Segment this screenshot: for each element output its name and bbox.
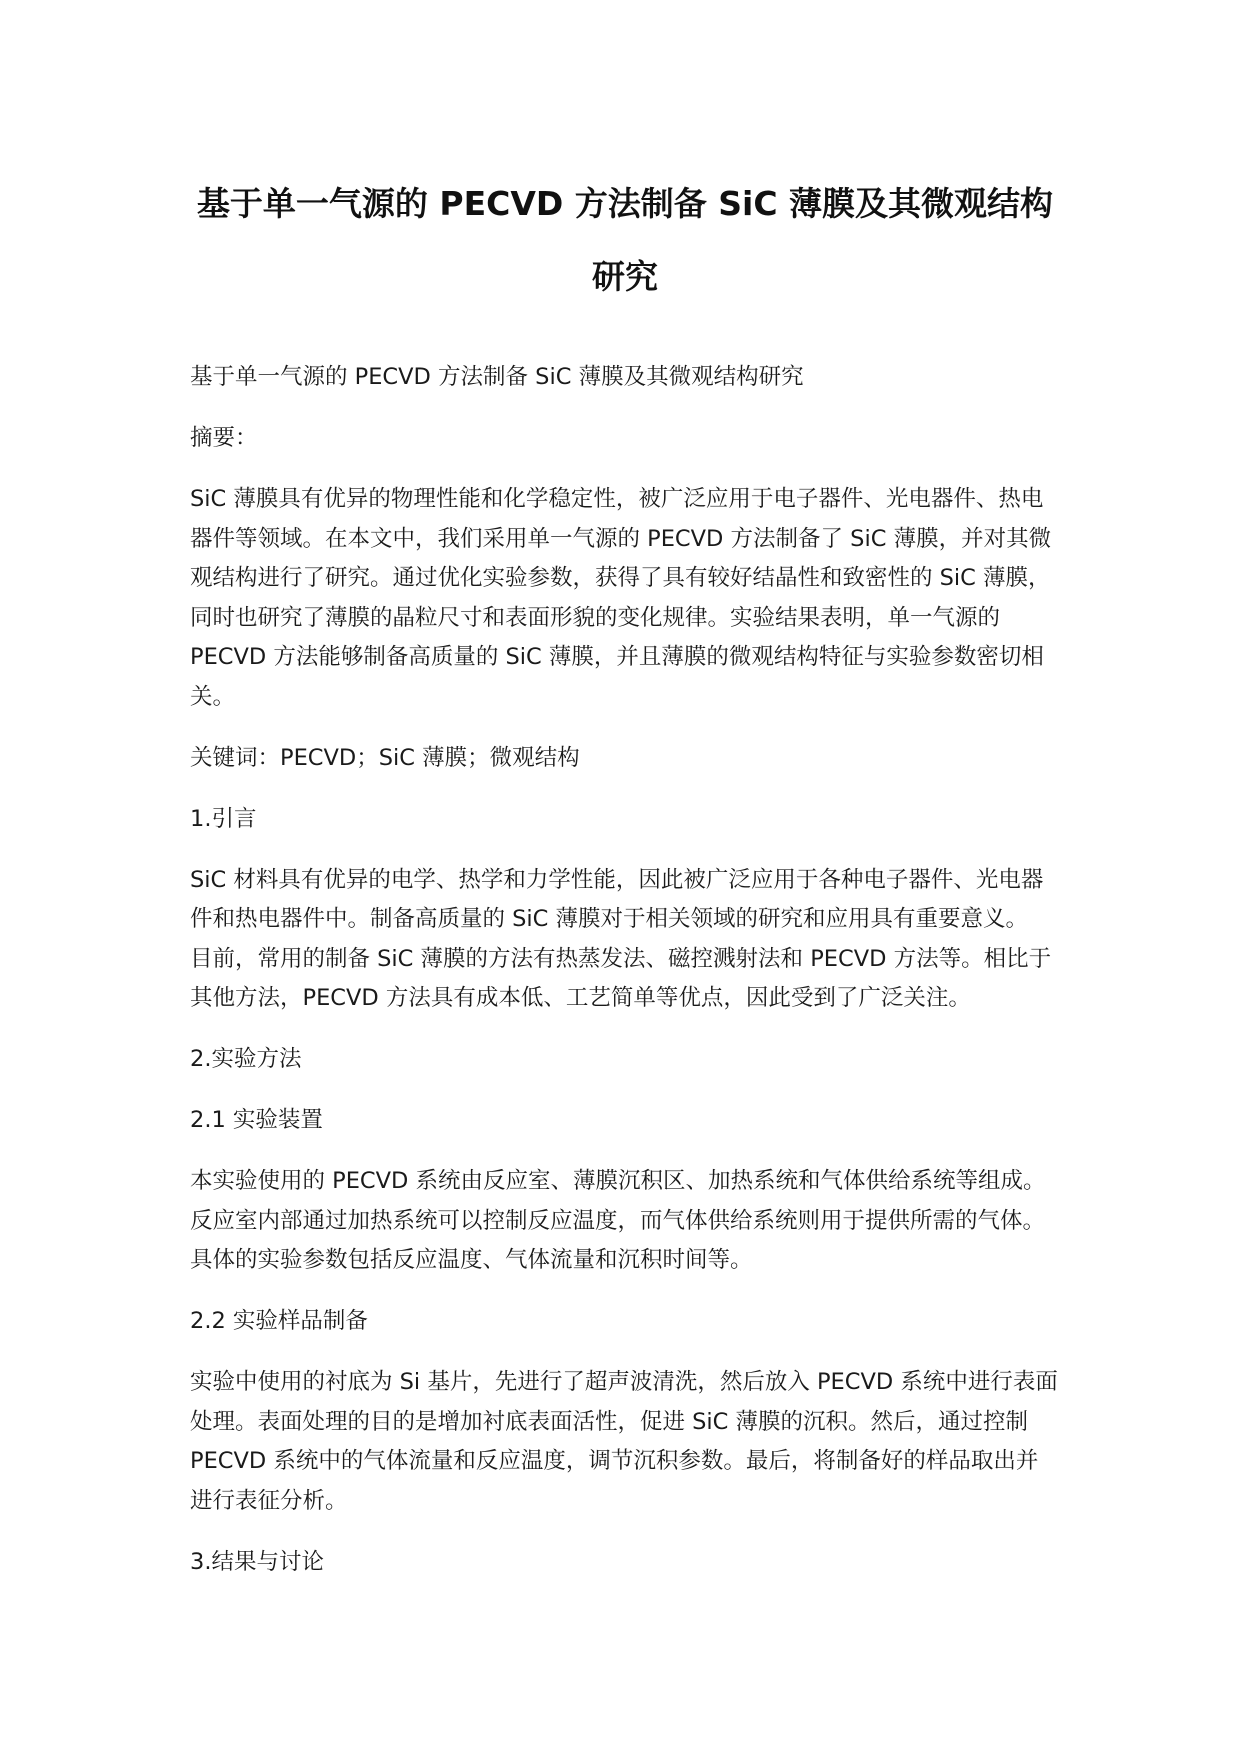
title-line: 研究	[592, 257, 658, 296]
section-heading-intro	[190, 800, 1090, 840]
abstract-paragraph	[190, 480, 1090, 717]
paragraph-line: 实验中使用的衬底为 Si 基片，先进行了超声波清洗，然后放入 PECVD 系统中进行表面	[190, 1369, 1058, 1395]
abstract-label	[190, 419, 1090, 459]
setup-paragraph	[190, 1162, 1090, 1281]
paragraph-line: 关。	[190, 683, 236, 710]
subsection-heading-text: 2.1 实验装置	[190, 1107, 323, 1133]
paragraph-line: 件和热电器件中。制备高质量的 SiC 薄膜对于相关领域的研究和应用具有重要意义。	[190, 906, 1029, 932]
paragraph-line: 器件等领域。在本文中，我们采用单一气源的 PECVD 方法制备了 SiC 薄膜，并对其微	[190, 525, 1052, 552]
title-line: 基于单一气源的 PECVD 方法制备 SiC 薄膜及其微观结构	[196, 184, 1054, 223]
section-heading-text: 1.引言	[190, 805, 257, 832]
keywords-text: 关键词：PECVD；SiC 薄膜；微观结构	[190, 744, 580, 771]
section-heading-methods	[190, 1040, 1090, 1080]
subtitle-text: 基于单一气源的 PECVD 方法制备 SiC 薄膜及其微观结构研究	[190, 364, 804, 390]
subsection-heading-setup	[190, 1101, 1090, 1141]
abstract-label-text: 摘要：	[190, 425, 258, 451]
intro-paragraph	[190, 861, 1090, 1019]
paragraph-line: 具体的实验参数包括反应温度、气体流量和沉积时间等。	[190, 1247, 753, 1273]
section-heading-text: 2.实验方法	[190, 1046, 302, 1072]
paragraph-line: 目前，常用的制备 SiC 薄膜的方法有热蒸发法、磁控溅射法和 PECVD 方法等。相比于	[190, 945, 1052, 972]
section-heading-results	[190, 1543, 1090, 1583]
subsection-heading-sample	[190, 1302, 1090, 1342]
subtitle	[190, 358, 1090, 398]
document-title	[190, 167, 1060, 313]
paragraph-line: 反应室内部通过加热系统可以控制反应温度，而气体供给系统则用于提供所需的气体。	[190, 1207, 1046, 1234]
paragraph-line: 观结构进行了研究。通过优化实验参数，获得了具有较好结晶性和致密性的 SiC 薄膜，	[190, 565, 1051, 591]
sample-paragraph	[190, 1363, 1090, 1521]
paragraph-line: 其他方法，PECVD 方法具有成本低、工艺简单等优点，因此受到了广泛关注。	[190, 985, 971, 1011]
document-body	[190, 358, 1090, 1604]
paragraph-line: SiC 材料具有优异的电学、热学和力学性能，因此被广泛应用于各种电子器件、光电器	[190, 866, 1044, 893]
section-heading-text: 3.结果与讨论	[190, 1548, 324, 1575]
paragraph-line: PECVD 系统中的气体流量和反应温度，调节沉积参数。最后，将制备好的样品取出并	[190, 1448, 1039, 1474]
keywords	[190, 739, 1090, 779]
paragraph-line: 处理。表面处理的目的是增加衬底表面活性，促进 SiC 薄膜的沉积。然后，通过控制	[190, 1408, 1029, 1435]
subsection-heading-text: 2.2 实验样品制备	[190, 1308, 368, 1334]
paragraph-line: 进行表征分析。	[190, 1487, 348, 1514]
paragraph-line: PECVD 方法能够制备高质量的 SiC 薄膜，并且薄膜的微观结构特征与实验参数密切相	[190, 644, 1044, 670]
paragraph-line: 同时也研究了薄膜的晶粒尺寸和表面形貌的变化规律。实验结果表明，单一气源的	[190, 604, 1001, 631]
paragraph-line: 本实验使用的 PECVD 系统由反应室、薄膜沉积区、加热系统和气体供给系统等组成。	[190, 1168, 1046, 1194]
paragraph-line: SiC 薄膜具有优异的物理性能和化学稳定性，被广泛应用于电子器件、光电器件、热电	[190, 486, 1044, 512]
